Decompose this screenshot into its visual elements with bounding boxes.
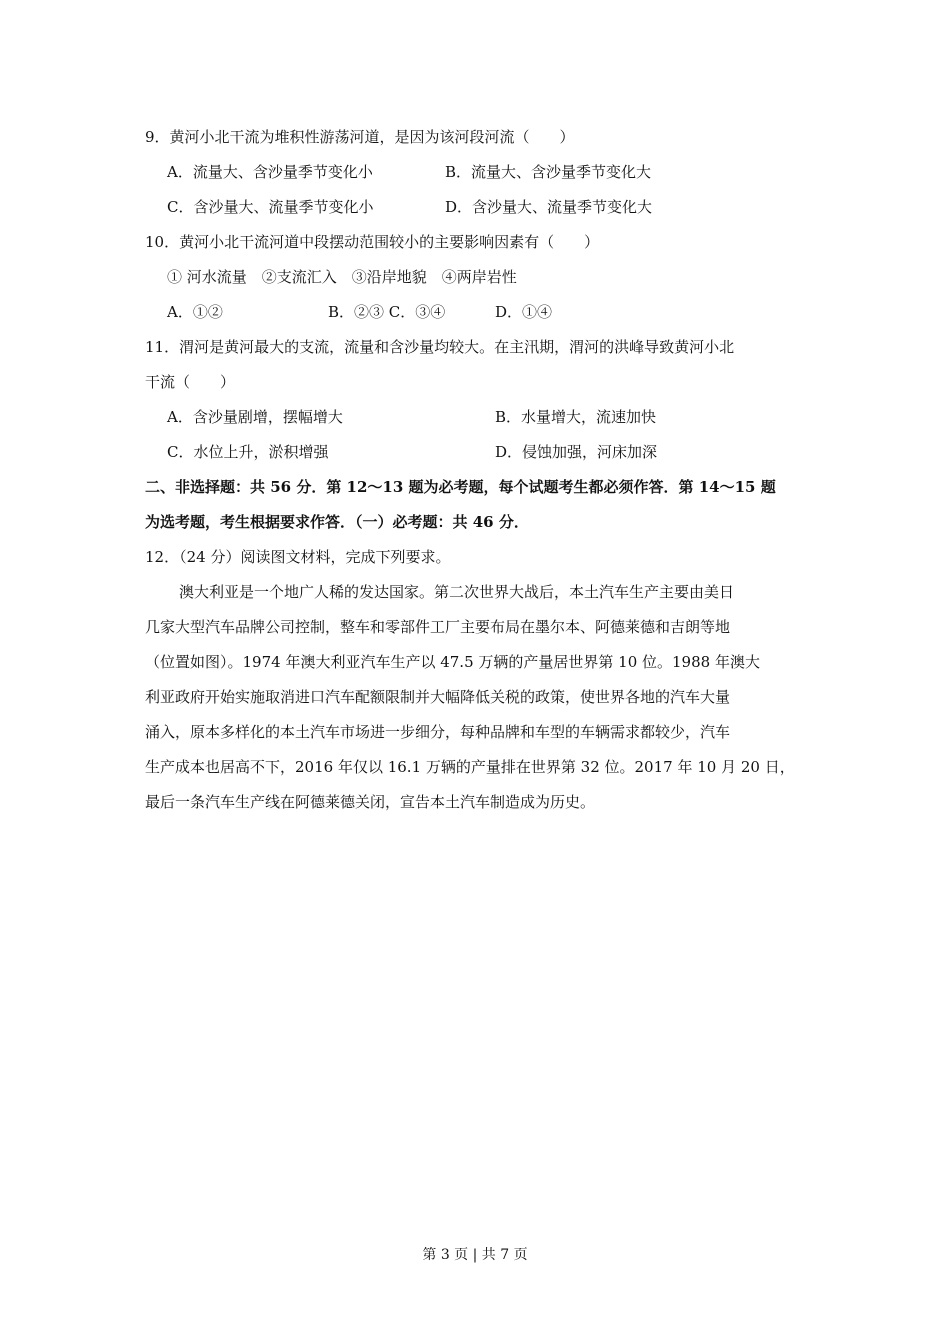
q10-option-a[interactable]: A．①②	[167, 303, 223, 321]
q9-stem: 9．黄河小北干流为堆积性游荡河道，是因为该河段河流（ ）	[145, 128, 575, 146]
q12-para-line: 澳大利亚是一个地广人稀的发达国家。第二次世界大战后，本土汽车生产主要由美日	[179, 583, 735, 601]
q9-choice-row-1	[145, 157, 817, 192]
q10-stem: 10．黄河小北干流河道中段摆动范围较小的主要影响因素有（ ）	[145, 233, 600, 251]
q12-para-line: 几家大型汽车品牌公司控制，整车和零部件工厂主要布局在墨尔本、阿德莱德和吉朗等地	[145, 618, 731, 636]
page-footer: 第 3 页 | 共 7 页	[422, 1247, 528, 1263]
q11-choice-row-1	[145, 402, 817, 437]
q9-option-c[interactable]: C．含沙量大、流量季节变化小	[167, 198, 374, 216]
q12-para-line: 涌入，原本多样化的本土汽车市场进一步细分，每种品牌和车型的车辆需求都较少，汽车	[145, 723, 731, 741]
q12-para-line: 最后一条汽车生产线在阿德莱德关闭，宣告本土汽车制造成为历史。	[145, 793, 596, 811]
page-content	[145, 122, 817, 822]
q12-stem: 12．（24 分）阅读图文材料，完成下列要求。	[145, 548, 451, 566]
q11-option-b[interactable]: B．水量增大，流速加快	[495, 408, 657, 426]
q11-choice-row-2	[145, 437, 817, 472]
q11-option-d[interactable]: D．侵蚀加强，河床加深	[495, 443, 658, 461]
q10-option-bc[interactable]: B．②③ C．③④	[328, 303, 446, 321]
q11-stem-line1: 11．渭河是黄河最大的支流，流量和含沙量均较大。在主汛期，渭河的洪峰导致黄河小北	[145, 338, 735, 356]
section2-heading-line2: 为选考题，考生根据要求作答．（一）必考题：共 46 分．	[145, 513, 529, 531]
q11-option-a[interactable]: A．含沙量剧增，摆幅增大	[167, 408, 343, 426]
q10-option-d[interactable]: D．①④	[495, 303, 553, 321]
q11-option-c[interactable]: C．水位上升，淤积增强	[167, 443, 329, 461]
q12-para-line: （位置如图）。1974 年澳大利亚汽车生产以 47.5 万辆的产量居世界第 10 位。1988 年澳大	[145, 653, 760, 671]
q12-para-line: 生产成本也居高不下，2016 年仅以 16.1 万辆的产量排在世界第 32 位。2017 年 10 月 20 日，	[145, 758, 795, 776]
q9-option-b[interactable]: B．流量大、含沙量季节变化大	[445, 163, 652, 181]
q9-option-d[interactable]: D．含沙量大、流量季节变化大	[445, 198, 653, 216]
q12-para-line: 利亚政府开始实施取消进口汽车配额限制并大幅降低关税的政策，使世界各地的汽车大量	[145, 688, 731, 706]
q10-factors: ① 河水流量 ②支流汇入 ③沿岸地貌 ④两岸岩性	[167, 268, 517, 286]
q9-choice-row-2	[145, 192, 817, 227]
q9-option-a[interactable]: A．流量大、含沙量季节变化小	[167, 163, 373, 181]
q11-stem-line2: 干流（ ）	[145, 373, 236, 391]
q10-choice-row	[145, 297, 817, 332]
section2-heading-line1: 二、非选择题：共 56 分．第 12～13 题为必考题，每个试题考生都必须作答．第 14～15 题	[145, 478, 776, 496]
